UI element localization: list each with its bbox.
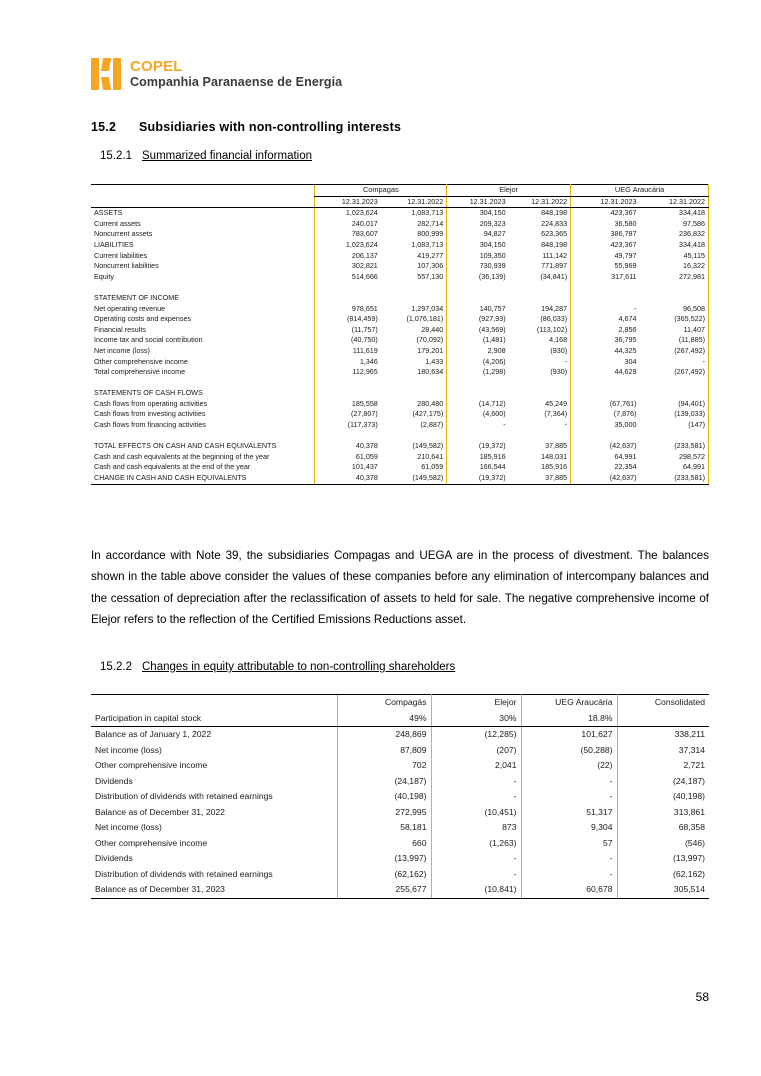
table-row (91, 409, 709, 420)
table-cell: (86,033) (509, 314, 571, 325)
table-cell: (40,750) (315, 335, 381, 346)
table-cell: (927,93) (447, 314, 509, 325)
table-row-label: Cash and cash equivalents at the end of the year (94, 462, 251, 472)
table-cell: (62,162) (672, 868, 705, 879)
table-cell: 140,757 (447, 304, 509, 315)
table-cell: 272,981 (640, 272, 709, 283)
table-cell: - (447, 420, 509, 431)
table-row (91, 851, 709, 867)
table-cell: (94,401) (640, 399, 709, 410)
subsection-heading-2 (100, 661, 455, 673)
table-cell: - (521, 789, 617, 805)
table-row (91, 820, 709, 836)
table-cell: 61,059 (315, 452, 381, 463)
participation-value (617, 711, 709, 727)
table-cell: (930) (509, 346, 571, 357)
table-cell: (34,841) (509, 272, 571, 283)
equity-table (91, 694, 709, 899)
table-row (91, 388, 709, 399)
table-cell: - (431, 774, 521, 790)
copel-logo-icon (91, 58, 121, 90)
table-cell (571, 388, 640, 399)
table-group-header: Elejor (447, 185, 571, 197)
table-cell: 800,999 (381, 229, 447, 240)
equity-changes-table (91, 694, 709, 899)
table-cell: (7,876) (571, 409, 640, 420)
table-cell: 16,322 (640, 261, 709, 272)
table-row-label: Dividends (95, 853, 133, 863)
table-row-label: Other comprehensive income (95, 837, 208, 848)
table-cell: - (509, 420, 571, 431)
table-cell: 280,480 (381, 399, 447, 410)
table-cell: 60,678 (521, 882, 617, 898)
table-row-label: LIABILITIES (94, 239, 134, 249)
table-cell: 64,991 (640, 462, 709, 473)
section-number: 15.2 (91, 120, 117, 134)
table-row (91, 441, 709, 452)
table-cell: 702 (337, 758, 431, 774)
table-row-label: Cash and cash equivalents at the beginning of the year (94, 451, 270, 461)
table-cell: (43,569) (447, 325, 509, 336)
table-cell: (147) (640, 420, 709, 431)
table-cell: 255,677 (337, 882, 431, 898)
page-number: 58 (695, 990, 709, 1004)
table-cell: 2,041 (431, 758, 521, 774)
table-cell: 298,572 (640, 452, 709, 463)
table-cell: (207) (431, 743, 521, 759)
table-cell: 55,969 (571, 261, 640, 272)
table-cell: 783,607 (315, 229, 381, 240)
table-cell: 96,508 (640, 304, 709, 315)
table-cell: (149,582) (381, 473, 447, 484)
participation-value: 18.8% (521, 711, 617, 727)
table-cell: (4,600) (447, 409, 509, 420)
table-cell: 730,939 (447, 261, 509, 272)
table-row (91, 357, 709, 368)
table-cell: (67,761) (571, 399, 640, 410)
table-cell: 248,869 (337, 727, 431, 743)
table-cell (509, 293, 571, 304)
table-row (91, 240, 709, 251)
table-cell: 28,440 (381, 325, 447, 336)
table-cell: 1,297,034 (381, 304, 447, 315)
table-cell (381, 293, 447, 304)
table-row-label: Cash flows from investing activities (94, 409, 206, 419)
table-cell: (24,187) (337, 774, 431, 790)
table-cell: (2,887) (381, 420, 447, 431)
table-cell: 87,809 (337, 743, 431, 759)
table-cell: (149,582) (381, 441, 447, 452)
table-cell: 848,198 (509, 208, 571, 219)
table-cell: 514,666 (315, 272, 381, 283)
table-cell: 419,277 (381, 251, 447, 262)
table-row (91, 272, 709, 283)
table-cell: 179,201 (381, 346, 447, 357)
table-cell (381, 388, 447, 399)
table-spacer-row (91, 431, 709, 442)
table-row-label: Distribution of dividends with retained earnings (95, 868, 273, 879)
table-row (91, 473, 709, 484)
table-cell: 36,795 (571, 335, 640, 346)
table-cell: (10,841) (431, 882, 521, 898)
table-row-label: Balance as of December 31, 2022 (95, 806, 225, 817)
table-cell: 334,418 (640, 240, 709, 251)
table-row (91, 805, 709, 821)
table-row-label: Balance as of December 31, 2023 (91, 882, 337, 898)
table-row (91, 420, 709, 431)
table-cell (640, 293, 709, 304)
table-cell: (233,581) (640, 441, 709, 452)
table-row-label: Other comprehensive income (95, 760, 208, 770)
table-row-label: Cash flows from operating activities (94, 398, 208, 408)
table-row (91, 399, 709, 410)
table-row-label: ASSETS (94, 208, 123, 218)
table-cell: 40,378 (315, 473, 381, 484)
table-cell: 302,821 (315, 261, 381, 272)
table-row-label: Noncurrent liabilities (94, 261, 159, 271)
table-cell: 209,323 (447, 219, 509, 230)
table-group-header: UEG Araucária (571, 185, 709, 197)
table-cell: 185,916 (509, 462, 571, 473)
section-title: Subsidiaries with non-controlling interests (139, 120, 402, 134)
participation-row (91, 711, 709, 727)
table-cell: 660 (337, 836, 431, 852)
table-cell: (19,372) (447, 441, 509, 452)
table-cell: (814,459) (315, 314, 381, 325)
logo-title: COPEL (130, 58, 183, 76)
table-cell: 304,150 (447, 208, 509, 219)
table-cell: 45,249 (509, 399, 571, 410)
table-cell: 9,304 (521, 820, 617, 836)
table-cell: (19,372) (447, 473, 509, 484)
participation-value: 30% (431, 711, 521, 727)
table-cell: 109,350 (447, 251, 509, 262)
table-row (91, 774, 709, 790)
table-cell: - (640, 357, 709, 368)
table-cell: 423,367 (571, 208, 640, 219)
table-cell: 111,142 (509, 251, 571, 262)
table-cell: - (521, 867, 617, 883)
table-cell: (11,757) (315, 325, 381, 336)
table-cell: 1,023,624 (315, 240, 381, 251)
table-row (91, 367, 709, 378)
table-row (91, 789, 709, 805)
table-cell: - (509, 357, 571, 368)
table-cell: (14,712) (447, 399, 509, 410)
table-cell: (1,481) (447, 335, 509, 346)
equity-header-row (91, 695, 709, 711)
equity-column-header: Compagás (337, 695, 431, 711)
table-row (91, 882, 709, 898)
table-cell: 557,130 (381, 272, 447, 283)
table-cell: (267,492) (640, 367, 709, 378)
table-row-label: Total comprehensive income (94, 367, 186, 377)
table-cell: (42,637) (571, 441, 640, 452)
table-row (91, 229, 709, 240)
table-corner-cell (91, 196, 315, 208)
table-cell: 1,433 (381, 357, 447, 368)
table-cell (447, 388, 509, 399)
table-cell: (267,492) (640, 346, 709, 357)
table-cell: 94,827 (447, 229, 509, 240)
table-cell: 771,897 (509, 261, 571, 272)
table-row-label: Net income (loss) (94, 345, 150, 355)
table-column-header: 12.31.2023 (571, 196, 640, 208)
subsection-2-title: Changes in equity attributable to non-controlling shareholders (142, 661, 456, 673)
table-row (91, 293, 709, 304)
table-row-label: Balance as of January 1, 2022 (95, 729, 212, 739)
table-row-label: Net income (loss) (95, 822, 162, 832)
table-cell: 57 (521, 836, 617, 852)
table-cell: 2,721 (683, 760, 705, 770)
table-cell: 334,418 (640, 208, 709, 219)
table-cell: 873 (431, 820, 521, 836)
table-row (91, 208, 709, 219)
table-cell: 2,908 (447, 346, 509, 357)
table-cell: 22,354 (571, 462, 640, 473)
table-cell: - (521, 851, 617, 867)
table-cell (640, 388, 709, 399)
table-cell: 101,437 (315, 462, 381, 473)
table-cell: 194,287 (509, 304, 571, 315)
table-cell: (117,373) (315, 420, 381, 431)
table-row (91, 314, 709, 325)
subsection-heading-1 (100, 150, 312, 162)
table-cell: 37,885 (509, 473, 571, 484)
table-row-label: Distribution of dividends with retained earnings (95, 791, 273, 801)
equity-column-header: Elejor (431, 695, 521, 711)
table-row (91, 867, 709, 883)
table-cell: (11,885) (640, 335, 709, 346)
participation-label: Participation in capital stock (91, 711, 337, 727)
table-cell: 338,211 (674, 729, 705, 739)
table-row-label: Income tax and social contribution (94, 335, 203, 345)
table-cell: (546) (684, 837, 705, 848)
table-row (91, 304, 709, 315)
table-cell: 44,325 (571, 346, 640, 357)
table-row (91, 325, 709, 336)
table-cell: (12,285) (431, 727, 521, 743)
table-cell: 236,832 (640, 229, 709, 240)
table-cell: 240,017 (315, 219, 381, 230)
table-cell: (7,364) (509, 409, 571, 420)
table-cell: (1,263) (431, 836, 521, 852)
table-cell: 35,000 (571, 420, 640, 431)
table-cell: 304,150 (447, 240, 509, 251)
table-row (91, 346, 709, 357)
table-cell: - (431, 851, 521, 867)
table-column-header: 12.31.2022 (381, 196, 447, 208)
table-cell: 272,995 (337, 805, 431, 821)
table-row-label: STATEMENTS OF CASH FLOWS (94, 388, 203, 398)
table-cell: 68,358 (678, 822, 705, 832)
table-cell: 2,856 (571, 325, 640, 336)
financial-table (91, 184, 709, 485)
table-cell: 185,558 (315, 399, 381, 410)
table-cell: 37,885 (509, 441, 571, 452)
table-spacer-row (91, 378, 709, 389)
table-cell: - (431, 789, 521, 805)
table-cell: - (571, 304, 640, 315)
table-spacer-row (91, 282, 709, 293)
table-cell: 58,181 (337, 820, 431, 836)
table-cell: 848,198 (509, 240, 571, 251)
table-cell: 111,619 (315, 346, 381, 357)
table-row-label: STATEMENT OF INCOME (94, 292, 180, 302)
table-cell: (365,522) (640, 314, 709, 325)
table-cell: 206,137 (315, 251, 381, 262)
table-cell: (13,997) (337, 851, 431, 867)
table-cell: 4,674 (571, 314, 640, 325)
table-cell: 1,083,713 (381, 208, 447, 219)
table-cell: 210,641 (381, 452, 447, 463)
table-cell (509, 388, 571, 399)
table-row (91, 251, 709, 262)
table-cell: 282,714 (381, 219, 447, 230)
table-cell: 40,378 (315, 441, 381, 452)
table-group-header: Compagas (315, 185, 447, 197)
table-column-header: 12.31.2023 (315, 196, 381, 208)
table-date-header-row (91, 196, 709, 208)
table-cell: - (521, 774, 617, 790)
table-cell: 1,083,713 (381, 240, 447, 251)
table-cell: 51,317 (521, 805, 617, 821)
body-paragraph: In accordance with Note 39, the subsidiaries Compagas and UEGA are in the process of divestment. The balances shown in the table above consider the values of these companies before any elimination of intercompany balances and the cessation of depreciation after the reclassification of assets to held for sale. The negative comprehensive income of Elejor refers to the reflection of the Certified Emissions Reductions asset. (91, 549, 709, 627)
table-cell: 4,168 (509, 335, 571, 346)
table-cell: 107,306 (381, 261, 447, 272)
table-row-label: Dividends (95, 775, 133, 786)
table-cell: 304 (571, 357, 640, 368)
table-cell: (10,451) (431, 805, 521, 821)
table-cell: 61,059 (381, 462, 447, 473)
table-cell (447, 293, 509, 304)
equity-column-header (91, 695, 337, 711)
table-cell: 148,031 (509, 452, 571, 463)
table-row-label: Current assets (94, 218, 141, 228)
table-cell: 317,611 (571, 272, 640, 283)
equity-column-header: UEG Araucária (521, 695, 617, 711)
table-cell (315, 293, 381, 304)
table-row-label: Operating costs and expenses (94, 314, 192, 324)
subsection-1-title: Summarized financial information (142, 150, 313, 162)
table-cell: 101,627 (521, 727, 617, 743)
table-row-label: Noncurrent assets (94, 229, 153, 239)
table-cell: (62,162) (337, 867, 431, 883)
table-column-header: 12.31.2023 (447, 196, 509, 208)
table-cell: 423,367 (571, 240, 640, 251)
table-row-label: Financial results (94, 324, 146, 334)
subsection-2-number: 15.2.2 (100, 661, 132, 673)
table-row-label: Current liabilities (94, 250, 148, 260)
table-cell: (42,637) (571, 473, 640, 484)
table-cell: (24,187) (672, 775, 705, 786)
table-row (91, 743, 709, 759)
table-cell: (13,997) (672, 853, 705, 863)
table-row (91, 836, 709, 852)
table-row (91, 758, 709, 774)
table-row (91, 335, 709, 346)
table-cell: 180,634 (381, 367, 447, 378)
table-row-label: Equity (94, 271, 114, 281)
table-cell: (50,288) (521, 743, 617, 759)
table-group-header-row (91, 185, 709, 197)
equity-column-header: Consolidated (617, 695, 709, 711)
table-row-label: CHANGE IN CASH AND CASH EQUIVALENTS (91, 473, 315, 484)
table-row-label: TOTAL EFFECTS ON CASH AND CASH EQUIVALENTS (94, 441, 277, 451)
table-cell: 64,991 (571, 452, 640, 463)
table-row-label: Net income (loss) (95, 744, 162, 755)
table-cell: 1,023,624 (315, 208, 381, 219)
table-row (91, 727, 709, 743)
table-row (91, 452, 709, 463)
table-cell: 112,965 (315, 367, 381, 378)
summarized-financial-table (91, 184, 709, 485)
table-cell: (4,206) (447, 357, 509, 368)
table-row (91, 219, 709, 230)
table-cell: (27,807) (315, 409, 381, 420)
table-cell: 623,365 (509, 229, 571, 240)
table-cell: - (431, 867, 521, 883)
table-cell: (139,033) (640, 409, 709, 420)
table-cell: 305,514 (617, 882, 709, 898)
subsection-1-number: 15.2.1 (100, 150, 132, 162)
table-cell: 36,580 (571, 219, 640, 230)
section-heading (91, 120, 401, 134)
table-cell: 49,797 (571, 251, 640, 262)
table-cell: 45,115 (640, 251, 709, 262)
table-corner-cell (91, 185, 315, 197)
table-cell: 37,314 (678, 744, 705, 755)
table-cell: 11,407 (640, 325, 709, 336)
table-cell: (22) (521, 758, 617, 774)
table-cell (315, 388, 381, 399)
table-cell: 386,787 (571, 229, 640, 240)
table-row-label: Other comprehensive income (94, 356, 188, 366)
copel-logo (91, 58, 342, 90)
table-cell: 44,629 (571, 367, 640, 378)
table-row (91, 462, 709, 473)
table-cell: (1,298) (447, 367, 509, 378)
table-cell: (930) (509, 367, 571, 378)
table-cell: (427,175) (381, 409, 447, 420)
table-cell: (70,092) (381, 335, 447, 346)
table-cell: (1,076,181) (381, 314, 447, 325)
participation-value: 49% (337, 711, 431, 727)
table-cell: (40,198) (672, 791, 705, 801)
table-column-header: 12.31.2022 (509, 196, 571, 208)
table-row (91, 261, 709, 272)
table-cell: 97,586 (640, 219, 709, 230)
table-cell: (233,581) (640, 473, 709, 484)
table-cell: (113,102) (509, 325, 571, 336)
table-cell: 185,916 (447, 452, 509, 463)
table-column-header: 12.31.2022 (640, 196, 709, 208)
logo-subtitle: Companhia Paranaense de Energia (130, 75, 343, 90)
table-cell (571, 293, 640, 304)
table-cell: 313,861 (673, 806, 705, 817)
table-cell: (40,198) (337, 789, 431, 805)
table-cell: (36,139) (447, 272, 509, 283)
table-row-label: Cash flows from financing activities (94, 420, 206, 430)
table-cell: 978,651 (315, 304, 381, 315)
table-row-label: Net operating revenue (94, 303, 166, 313)
table-cell: 224,833 (509, 219, 571, 230)
table-cell: 166,544 (447, 462, 509, 473)
table-cell: 1,346 (315, 357, 381, 368)
